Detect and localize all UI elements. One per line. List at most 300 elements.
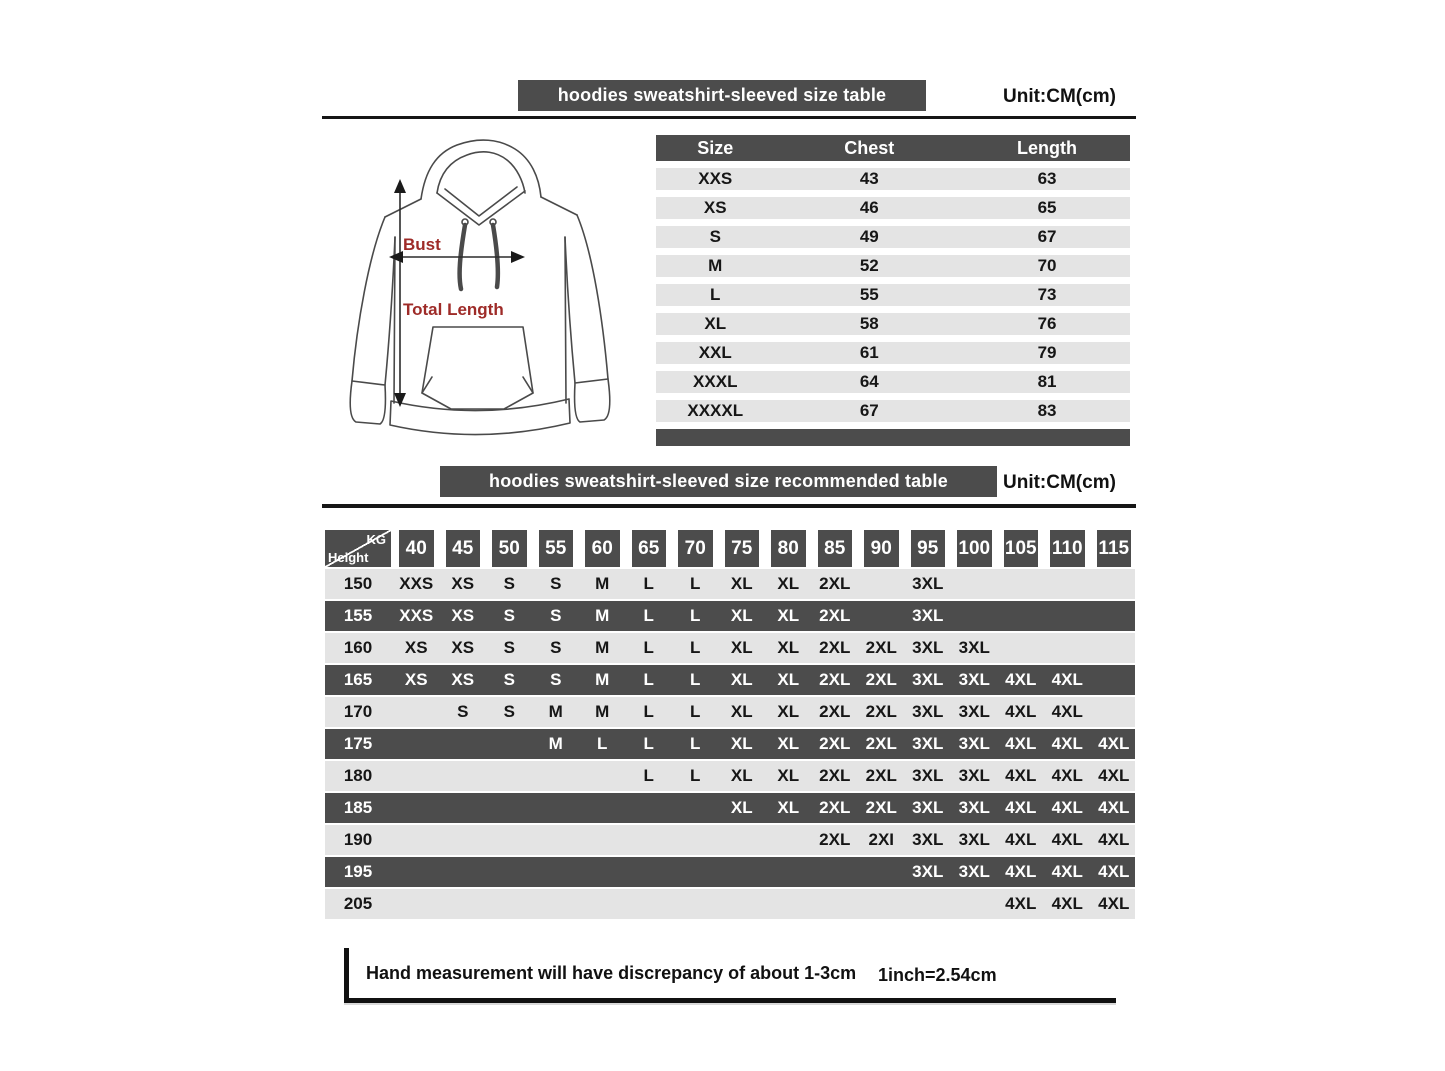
chest-cell: 49 [859,227,879,246]
size-recommendation-cell: 3XL [912,862,944,881]
size-table-row [656,371,1130,393]
size-recommendation-cell: M [548,734,563,753]
size-recommendation-cell: L [643,638,654,657]
top-divider-line [322,116,1136,119]
size-table-row [656,313,1130,335]
size-recommendation-cell: XL [777,734,800,753]
size-recommendation-cell: L [690,670,701,689]
size-recommendation-cell [1093,633,1136,663]
size-recommendation-cell: 4XL [1098,734,1130,753]
size-recommendation-cell: 2XL [819,766,851,785]
size-recommendation-cell: XL [730,798,753,817]
size-recommendation-cell: L [597,734,608,753]
size-recommendation-cell: 3XL [958,734,990,753]
size-recommendation-cell: S [550,670,562,689]
weight-value: 40 [405,537,427,559]
size-recommendation-cell: 3XL [912,670,944,689]
height-row-label: 160 [343,638,373,657]
weight-value: 85 [824,537,846,559]
size-recommendation-cell: 4XL [1005,862,1037,881]
weight-value: 65 [638,537,660,559]
size-table-title-bar [518,80,926,111]
weight-column-header [1050,530,1085,567]
size-recommendation-cell [721,889,764,919]
size-recommendation-cell [1000,601,1043,631]
size-recommendation-cell: 2XL [819,702,851,721]
size-recommendation-cell [1046,633,1089,663]
height-row-label: 150 [343,574,373,593]
size-recommendation-cell: XS [451,638,475,657]
height-row-label: 190 [343,830,373,849]
size-recommendation-cell: 4XL [1051,734,1083,753]
size-recommendation-cell: S [550,574,562,593]
size-recommendation-cell [674,825,717,855]
weight-value: 100 [958,537,991,559]
length-cell: 65 [1037,198,1057,217]
size-recommendation-cell: M [595,606,610,625]
size-recommendation-cell: 3XL [912,574,944,593]
body-left-seam [394,237,395,403]
size-recommendation-cell [395,889,438,919]
size-recommendation-cell: 2XL [819,638,851,657]
size-recommendation-cell: L [690,606,701,625]
size-recommendation-cell [442,729,485,759]
chest-cell: 55 [859,285,879,304]
size-recommendation-cell [442,761,485,791]
size-recommendation-cell: L [690,702,701,721]
chest-cell: 61 [859,343,879,362]
size-recommendation-cell [674,793,717,823]
size-recommendation-cell: S [503,606,515,625]
size-cell: S [709,227,721,246]
weight-column-header [864,530,899,567]
size-recommendation-cell [395,729,438,759]
size-table-row [656,400,1130,422]
height-row-label: 205 [343,894,373,913]
weight-column-header [725,530,760,567]
size-recommendation-cell: 3XL [912,766,944,785]
size-recommendation-cell: XL [730,670,753,689]
size-recommendation-cell [953,601,996,631]
height-row-label: 170 [343,702,373,721]
size-recommendation-cell: L [690,734,701,753]
size-recommendation-cell: M [595,574,610,593]
size-recommendation-cell [860,601,903,631]
total-length-arrow-bottom [394,393,406,407]
size-recommendation-cell: M [595,638,610,657]
size-recommendation-cell: 2XL [865,638,897,657]
size-recommendation-cell: 4XL [1051,862,1083,881]
size-recommendation-cell [1000,569,1043,599]
size-recommendation-cell [767,889,810,919]
size-recommendation-cell: 4XL [1005,798,1037,817]
matrix-row [325,633,1135,663]
left-cuff [350,381,385,424]
weight-column-header [1004,530,1039,567]
size-table-row [656,342,1130,364]
size-recommendation-cell [674,889,717,919]
size-recommendation-cell [581,761,624,791]
size-recommendation-cell: 3XL [912,798,944,817]
size-recommendation-cell: 3XL [958,670,990,689]
length-cell: 79 [1037,343,1057,362]
size-recommendation-cell [907,889,950,919]
measurement-discrepancy-note: Hand measurement will have discrepancy of about 1-3cm [366,963,857,983]
size-recommendation-cell [488,729,531,759]
size-recommendation-cell [721,825,764,855]
size-table-bottom-bar [656,429,1130,446]
size-recommendation-cell: 4XL [1098,830,1130,849]
weight-value: 90 [870,537,892,559]
size-recommendation-cell [1046,601,1089,631]
size-recommendation-cell: XL [730,702,753,721]
size-recommendation-cell [860,569,903,599]
height-row-label: 185 [343,798,373,817]
size-recommendation-cell [953,569,996,599]
size-recommendation-cell [581,793,624,823]
chest-cell: 67 [859,401,879,420]
size-table-row [656,284,1130,306]
weight-column-header [678,530,713,567]
chest-cell: 43 [859,169,879,188]
size-recommendation-cell [535,825,578,855]
size-recommendation-cell: L [643,766,654,785]
size-recommendation-cell [628,857,671,887]
size-table-title: hoodies sweatshirt-sleeved size table [557,85,887,105]
weight-value: 70 [684,537,706,559]
length-cell: 83 [1037,401,1057,420]
recommended-table-title: hoodies sweatshirt-sleeved size recommended table [489,471,948,491]
size-recommendation-cell [488,825,531,855]
height-row-label: 155 [343,606,373,625]
size-recommendation-cell: XL [777,798,800,817]
size-recommendation-cell [488,889,531,919]
size-recommendation-cell: 2XL [865,798,897,817]
size-cell: L [710,285,721,304]
bust-arrow-left [389,251,403,263]
size-recommendation-cell [442,857,485,887]
size-recommendation-cell: 4XL [1098,798,1130,817]
weight-value: 60 [591,537,613,559]
total-length-arrow-top [394,179,406,193]
weight-column-header [911,530,946,567]
size-recommendation-cell [395,697,438,727]
size-recommendation-cell: S [550,638,562,657]
kg-corner-label: KG [366,532,386,547]
weight-column-header [539,530,574,567]
drawstring-right [493,225,498,287]
size-recommendation-cell: 2XL [865,702,897,721]
size-recommendation-cell [488,793,531,823]
size-recommendation-cell [860,857,903,887]
hoodie-measurement-diagram [333,133,620,458]
size-recommendation-cell [581,889,624,919]
height-row-label: 195 [343,862,373,881]
size-recommendation-cell [395,793,438,823]
weight-column-header [1097,530,1132,567]
size-recommendation-cell: XS [451,670,475,689]
weight-value: 50 [498,537,520,559]
weight-column-header [957,530,992,567]
size-recommendation-cell [1093,601,1136,631]
footer-left-bar [344,948,349,1003]
weight-value: 115 [1098,537,1130,559]
size-recommendation-cell: 2XI [868,830,895,849]
size-recommendation-cell: 4XL [1051,766,1083,785]
size-recommendation-cell: S [503,670,515,689]
size-recommendation-cell: L [643,734,654,753]
hood-collar-inner [445,187,517,216]
size-recommendation-cell: M [595,702,610,721]
size-recommendation-cell: S [503,702,515,721]
matrix-row [325,697,1135,727]
size-recommendation-cell: 2XL [819,670,851,689]
size-recommendation-cell [535,793,578,823]
matrix-header-row [325,530,1135,567]
bust-arrow-right [511,251,525,263]
size-recommendation-cell [581,825,624,855]
size-recommendation-cell [535,857,578,887]
size-recommendation-cell: S [503,638,515,657]
chest-column-header: Chest [844,138,895,158]
size-recommendation-cell: 3XL [958,766,990,785]
size-recommendation-cell [1046,569,1089,599]
weight-column-header [446,530,481,567]
size-recommendation-cell [628,793,671,823]
size-table-header-row [656,135,1130,161]
size-recommendation-cell: 3XL [958,862,990,881]
size-recommendation-cell [628,889,671,919]
size-recommendation-cell: 2XL [865,766,897,785]
size-recommendation-cell [1093,697,1136,727]
size-recommendation-cell: 3XL [912,702,944,721]
size-recommendation-cell [1093,665,1136,695]
size-recommendation-cell [814,857,857,887]
size-table-row [656,168,1130,190]
size-recommendation-cell: 4XL [1005,670,1037,689]
hem-band [390,399,570,435]
size-recommendation-cell: L [643,606,654,625]
weight-value: 55 [545,537,567,559]
size-recommendation-cell: 2XL [819,734,851,753]
size-recommendation-cell [1093,569,1136,599]
size-table-row [656,255,1130,277]
weight-value: 75 [731,537,753,559]
size-recommendation-cell: 4XL [1051,798,1083,817]
size-recommendation-cell: 3XL [912,606,944,625]
size-cell: XS [703,198,727,217]
size-recommendation-cell: 3XL [958,638,990,657]
size-column-header: Size [697,138,734,158]
size-recommendation-cell: XL [730,638,753,657]
kangaroo-pocket [422,327,533,409]
size-recommendation-cell: 3XL [912,734,944,753]
matrix-row [325,761,1135,791]
matrix-row [325,857,1135,887]
matrix-row [325,569,1135,599]
size-recommendation-cell [814,889,857,919]
recommended-table-title-bar [440,466,997,497]
middle-divider-line [322,504,1136,508]
size-recommendation-cell: 3XL [958,830,990,849]
size-recommendation-cell: 4XL [1051,894,1083,913]
length-column-header: Length [1017,138,1078,158]
size-recommendation-cell: 4XL [1051,830,1083,849]
total-length-label: Total Length [403,300,504,319]
size-recommendation-cell: 4XL [1051,670,1083,689]
size-recommendation-cell [535,761,578,791]
size-recommendation-cell: 4XL [1005,702,1037,721]
hood-outline [421,140,541,199]
right-shoulder [541,197,577,215]
size-recommendation-cell: L [690,638,701,657]
size-recommendation-cell [395,857,438,887]
right-sleeve-outer [577,215,608,379]
size-recommendation-cell: L [643,670,654,689]
size-recommendation-cell: 4XL [1098,894,1130,913]
size-cell: XXXL [693,372,738,391]
chest-cell: 46 [859,198,879,217]
size-recommendation-cell: L [690,574,701,593]
size-recommendation-cell: 4XL [1098,766,1130,785]
size-recommendation-cell: XL [777,766,800,785]
height-row-label: 165 [343,670,373,689]
length-cell: 67 [1037,227,1057,246]
size-cell: M [708,256,723,275]
chest-cell: 58 [859,314,879,333]
size-recommendation-cell [488,761,531,791]
length-cell: 70 [1037,256,1057,275]
weight-value: 80 [777,537,799,559]
unit-label-top: Unit:CM(cm) [1003,86,1116,107]
size-cell: XXS [698,169,733,188]
size-recommendation-cell: 2XL [819,606,851,625]
unit-label-bottom: Unit:CM(cm) [1003,472,1116,493]
size-cell: XXXXL [687,401,744,420]
left-shoulder [385,199,421,217]
size-recommendation-cell [628,825,671,855]
size-recommendation-cell [488,857,531,887]
size-recommendation-cell: L [643,574,654,593]
size-recommendation-cell [442,889,485,919]
size-recommendation-cell: XL [777,670,800,689]
size-recommendation-cell: 4XL [1098,862,1130,881]
length-cell: 76 [1037,314,1057,333]
size-recommendation-cell: XXS [399,606,434,625]
size-recommendation-cell: 4XL [1005,894,1037,913]
size-recommendation-cell: S [457,702,469,721]
matrix-row [325,825,1135,855]
matrix-row [325,601,1135,631]
inch-conversion-note: 1inch=2.54cm [878,965,997,985]
size-recommendation-cell: S [550,606,562,625]
weight-value: 95 [917,537,939,559]
size-recommendation-cell: L [690,766,701,785]
size-recommendation-cell: XL [777,638,800,657]
matrix-row [325,889,1135,919]
size-recommendation-cell: 3XL [958,798,990,817]
size-recommendation-cell: 4XL [1051,702,1083,721]
size-recommendation-cell: 3XL [912,830,944,849]
bust-label: Bust [403,235,441,254]
size-recommendation-cell: XS [451,606,475,625]
size-recommendation-cell: XL [730,574,753,593]
size-recommendation-cell [767,857,810,887]
size-recommendation-cell: XL [730,766,753,785]
size-recommendation-cell: M [595,670,610,689]
hood-opening [437,152,525,193]
size-recommendation-cell: L [643,702,654,721]
weight-column-header [399,530,434,567]
matrix-row [325,793,1135,823]
size-recommendation-cell [721,857,764,887]
footer-bottom-line [344,998,1116,1003]
size-recommendation-cell: 2XL [819,574,851,593]
kg-height-corner-cell [325,530,391,567]
weight-column-header [585,530,620,567]
hood-collar-left [437,191,525,225]
size-recommendation-cell: XS [404,670,428,689]
left-sleeve-outer [352,217,385,381]
size-recommendation-cell: XL [730,606,753,625]
size-table [656,135,1130,446]
size-recommendation-cell: XL [777,606,800,625]
matrix-row [325,665,1135,695]
size-recommendation-cell [442,825,485,855]
length-cell: 81 [1037,372,1057,391]
weight-column-header [492,530,527,567]
weight-column-header [771,530,806,567]
size-table-row [656,226,1130,248]
size-table-row [656,197,1130,219]
size-recommendation-cell: XL [777,574,800,593]
weight-value: 110 [1051,537,1083,559]
weight-column-header [632,530,667,567]
size-recommendation-cell: XS [451,574,475,593]
size-recommendation-cell: 2XL [819,798,851,817]
size-recommendation-cell: 4XL [1005,830,1037,849]
matrix-row [325,729,1135,759]
chest-cell: 64 [859,372,879,391]
size-recommendation-cell: 3XL [958,702,990,721]
weight-value: 45 [452,537,474,559]
weight-value: 105 [1004,537,1037,559]
size-recommendation-cell: 2XL [819,830,851,849]
size-recommendation-cell: XXS [399,574,434,593]
height-row-label: 180 [343,766,373,785]
length-cell: 73 [1037,285,1057,304]
body-right-seam [565,237,566,403]
size-recommendation-cell [767,825,810,855]
weight-column-header [818,530,853,567]
size-recommendation-cell [860,889,903,919]
size-recommendation-cell: S [503,574,515,593]
size-recommendation-cell: 3XL [912,638,944,657]
size-recommendation-cell: 4XL [1005,734,1037,753]
size-recommendation-cell [953,889,996,919]
height-row-label: 175 [343,734,373,753]
chest-cell: 52 [859,256,879,275]
size-recommendation-cell: 2XL [865,670,897,689]
size-recommendation-cell: XL [777,702,800,721]
recommended-size-matrix [325,530,1135,921]
size-recommendation-cell [535,889,578,919]
length-cell: 63 [1037,169,1057,188]
size-recommendation-cell: 4XL [1005,766,1037,785]
size-recommendation-cell [442,793,485,823]
size-cell: XXL [698,343,732,362]
size-recommendation-cell: XL [730,734,753,753]
